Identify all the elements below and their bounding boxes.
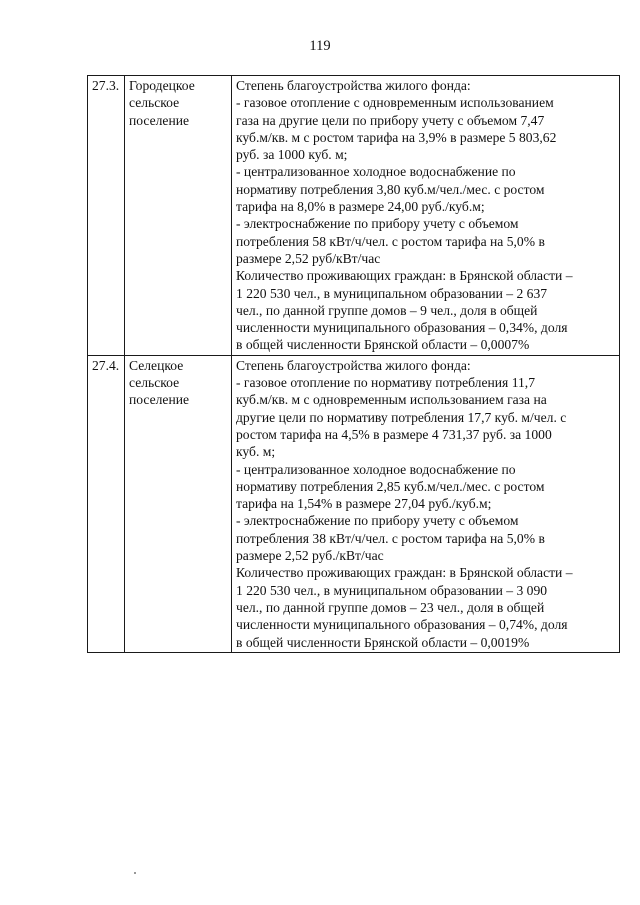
description-line: в общей численности Брянской области – 0,0007% [236, 337, 530, 353]
description-line: численности муниципального образования – 0,34%, доля [236, 320, 568, 336]
description-line: чел., по данной группе домов – 23 чел., доля в общей [236, 599, 545, 615]
description-line: - электроснабжение по прибору учету с объемом [236, 513, 519, 529]
description-line: - централизованное холодное водоснабжение по [236, 164, 516, 180]
housing-description [232, 355, 620, 652]
table-row [88, 76, 620, 356]
description-line: ростом тарифа на 4,5% в размере 4 731,37 руб. за 1000 [236, 426, 552, 442]
settlement-name [125, 76, 232, 356]
settlement-name-line: сельское [129, 95, 180, 111]
description-line: Количество проживающих граждан: в Брянской области – [236, 268, 573, 284]
settlement-name-line: Селецкое [129, 357, 184, 373]
settlement-name-line: Городецкое [129, 78, 195, 93]
housing-description [232, 76, 620, 356]
description-line: размере 2,52 руб/кВт/час [236, 250, 381, 266]
housing-table [87, 75, 620, 653]
row-number: 27.3. [88, 76, 125, 356]
settlement-name-line: поселение [129, 112, 190, 128]
description-line: Количество проживающих граждан: в Брянской области – [236, 565, 573, 581]
description-line: размере 2,52 руб./кВт/час [236, 548, 384, 564]
description-line: куб. м; [236, 444, 276, 460]
description-line: тарифа на 8,0% в размере 24,00 руб./куб.м; [236, 199, 485, 215]
description-line: численности муниципального образования – 0,74%, доля [236, 617, 568, 633]
description-line: нормативу потребления 2,85 куб.м/чел./мес. с ростом [236, 478, 545, 494]
description-line: Степень благоустройства жилого фонда: [236, 357, 471, 373]
description-line: Степень благоустройства жилого фонда: [236, 78, 471, 93]
description-line: - электроснабжение по прибору учету с объемом [236, 216, 519, 232]
description-line: - централизованное холодное водоснабжение по [236, 461, 516, 477]
description-line: - газовое отопление с одновременным использованием [236, 95, 554, 111]
description-line: в общей численности Брянской области – 0,0019% [236, 634, 530, 650]
settlement-name-line: сельское [129, 375, 180, 391]
scan-dot [134, 872, 136, 874]
description-line: чел., по данной группе домов – 9 чел., доля в общей [236, 302, 538, 318]
description-line: тарифа на 1,54% в размере 27,04 руб./куб.м; [236, 496, 492, 512]
description-line: руб. за 1000 куб. м; [236, 147, 348, 163]
table-row [88, 355, 620, 652]
settlement-name [125, 355, 232, 652]
description-line: нормативу потребления 3,80 куб.м/чел./мес. с ростом [236, 181, 545, 197]
page-number: 119 [309, 38, 331, 54]
description-line: газа на другие цели по прибору учету с объемом 7,47 [236, 112, 545, 128]
description-line: 1 220 530 чел., в муниципальном образовании – 2 637 [236, 285, 548, 301]
description-line: 1 220 530 чел., в муниципальном образовании – 3 090 [236, 582, 548, 598]
description-line: другие цели по нормативу потребления 17,7 куб. м/чел. с [236, 409, 567, 425]
description-line: куб.м/кв. м с ростом тарифа на 3,9% в размере 5 803,62 [236, 129, 557, 145]
description-line: потребления 38 кВт/ч/чел. с ростом тарифа на 5,0% в [236, 530, 545, 546]
description-line: потребления 58 кВт/ч/чел. с ростом тарифа на 5,0% в [236, 233, 545, 249]
description-line: - газовое отопление по нормативу потребления 11,7 [236, 375, 535, 391]
row-number: 27.4. [88, 355, 125, 652]
settlement-name-line: поселение [129, 392, 190, 408]
description-line: куб.м/кв. м с одновременным использованием газа на [236, 392, 547, 408]
